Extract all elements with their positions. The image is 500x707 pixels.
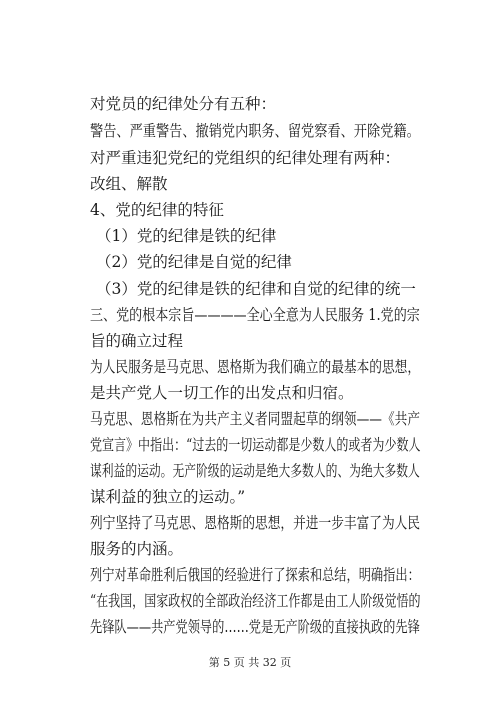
text-line: 对严重违犯党纪的党组织的纪律处理有两种： (90, 149, 401, 167)
text-line: 对党员的纪律处分有五种： (90, 95, 277, 113)
text-line: 马克思、恩格斯在为共产主义者同盟起草的纲领——《共产 (90, 410, 421, 428)
text-line: 列宁对革命胜利后俄国的经验进行了探索和总结，明确指出： (90, 566, 420, 584)
text-line: 为人民服务是马克思、恩格斯为我们确立的最基本的思想， (90, 358, 421, 376)
text-line: 三、党的根本宗旨————全心全意为人民服务 1.党的宗 (90, 306, 420, 324)
text-line: 改组、解散 (90, 175, 168, 193)
text-line: 是共产党人一切工作的出发点和归宿。 (90, 384, 354, 402)
text-line: 先锋队——共产党领导的……党是无产阶级的直接执政的先锋 (90, 618, 420, 636)
text-line: 服务的内涵。 (90, 540, 184, 558)
text-line: （3）党的纪律是铁的纪律和自觉的纪律的统一 (96, 280, 416, 298)
text-line: 旨的确立过程 (90, 332, 184, 350)
text-line: 党宣言》中指出：“过去的一切运动都是少数人的或者为少数人 (90, 436, 421, 454)
text-line: 谋利益的运动。无产阶级的运动是绝大多数人的、为绝大多数人 (90, 462, 420, 480)
text-line: 谋利益的独立的运动。” (90, 488, 246, 506)
text-line: “在我国，国家政权的全部政治经济工作都是由工人阶级觉悟的 (90, 592, 421, 610)
text-line: 警告、严重警告、撤销党内职务、留党察看、开除党籍。 (90, 122, 420, 140)
text-line: （2）党的纪律是自觉的纪律 (96, 253, 292, 271)
text-line: （1）党的纪律是铁的纪律 (96, 227, 277, 245)
text-line: 4、党的纪律的特征 (90, 201, 224, 219)
page-number-footer: 第 5 页 共 32 页 (208, 656, 292, 669)
text-line: 列宁坚持了马克思、恩格斯的思想，并进一步丰富了为人民 (90, 514, 421, 532)
